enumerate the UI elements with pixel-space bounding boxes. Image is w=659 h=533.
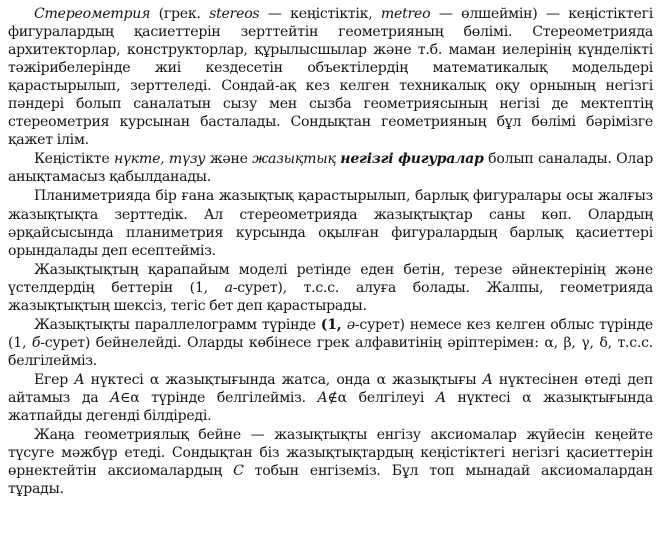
paragraph-stereometry-definition: Стереометрия (грек. stereos — кеңістіктік, metreo — өлшеймін) — кеңістіктегі фигуралардың қасиеттерін зерттейтін геометрияның бөлімі. Стереометрияда архитекторлар, конструкторлар, құрылысшылар және т.б. маман иелерінің күнделікті тәжірибелерінде жиі кездесетін объектілердің математикалық модельдері қарастырылып, зерттеледі. Сондай-ақ кез келген техникалық оқу орнының негізгі пәндері болып саналатын сызу мен сызба геометриясының негізі де мектептің стереометрия курсынан басталады. Сондықтан геометрияның бұл бөлімі бәрімізге қажет ілім. [8, 6, 653, 149]
term-basic-figures: негізгі фигуралар [340, 151, 484, 168]
term-stereometry: Стереометрия [34, 6, 151, 22]
paragraph-point-in-plane: Егер A нүктесі α жазықтығында жатса, онда α жазықтығы A нүктесінен өтеді деп айтамыз да A∈α түрінде белгілейміз. A∉α белгілеуі A нүктесі α жазықтығында жатпайды дегенді білдіреді. [8, 371, 654, 425]
paragraph-plane-model: Жазықтықтың қарапайым моделі ретінде еден бетін, терезе әйнектерінің және үстелдердің беттерін (1, а-сурет), т.с.с. алуға болады. Жалпы, геометрияда жазықтықтың шексіз, тегіс бет деп қарастырады. [8, 261, 653, 314]
paragraph-planimetry: Планиметрияда бір ғана жазықтық қарастырылып, барлық фигуралары осы жалғыз жазықтықта зерттедік. Ал стереометрияда жазықтықтар саны көп. Олардың әрқайсысында планиметрия курсында оқылған фигуралардың барлық қасиеттері орындалады деп есептейміз. [8, 188, 653, 259]
paragraph-basic-figures: Кеңістікте нүкте, түзу және жазықтық негізгі фигуралар болып саналады. Олар анықтамасыз қабылданады. [8, 151, 654, 186]
paragraph-axioms-intro: Жаңа геометриялық бейне — жазықтықты енгізу аксиомалар жүйесін кеңейте түсуге мәжбүр етеді. Сондықтан біз жазықтықтардың кеңістіктегі негізгі қасиеттерін өрнектейтін аксиомалардың С тобын енгіземіз. Бұл топ мынадай аксиомалардан тұрады. [8, 427, 653, 498]
paragraph-plane-depiction: Жазықтықты параллелограмм түрінде (1, ә-сурет) немесе кез келген облыс түрінде (1, б-сурет) бейнелейді. Оларды көбінесе грек алфавитінің әріптерімен: α, β, γ, δ, т.с.с. белгілейміз. [8, 316, 653, 369]
